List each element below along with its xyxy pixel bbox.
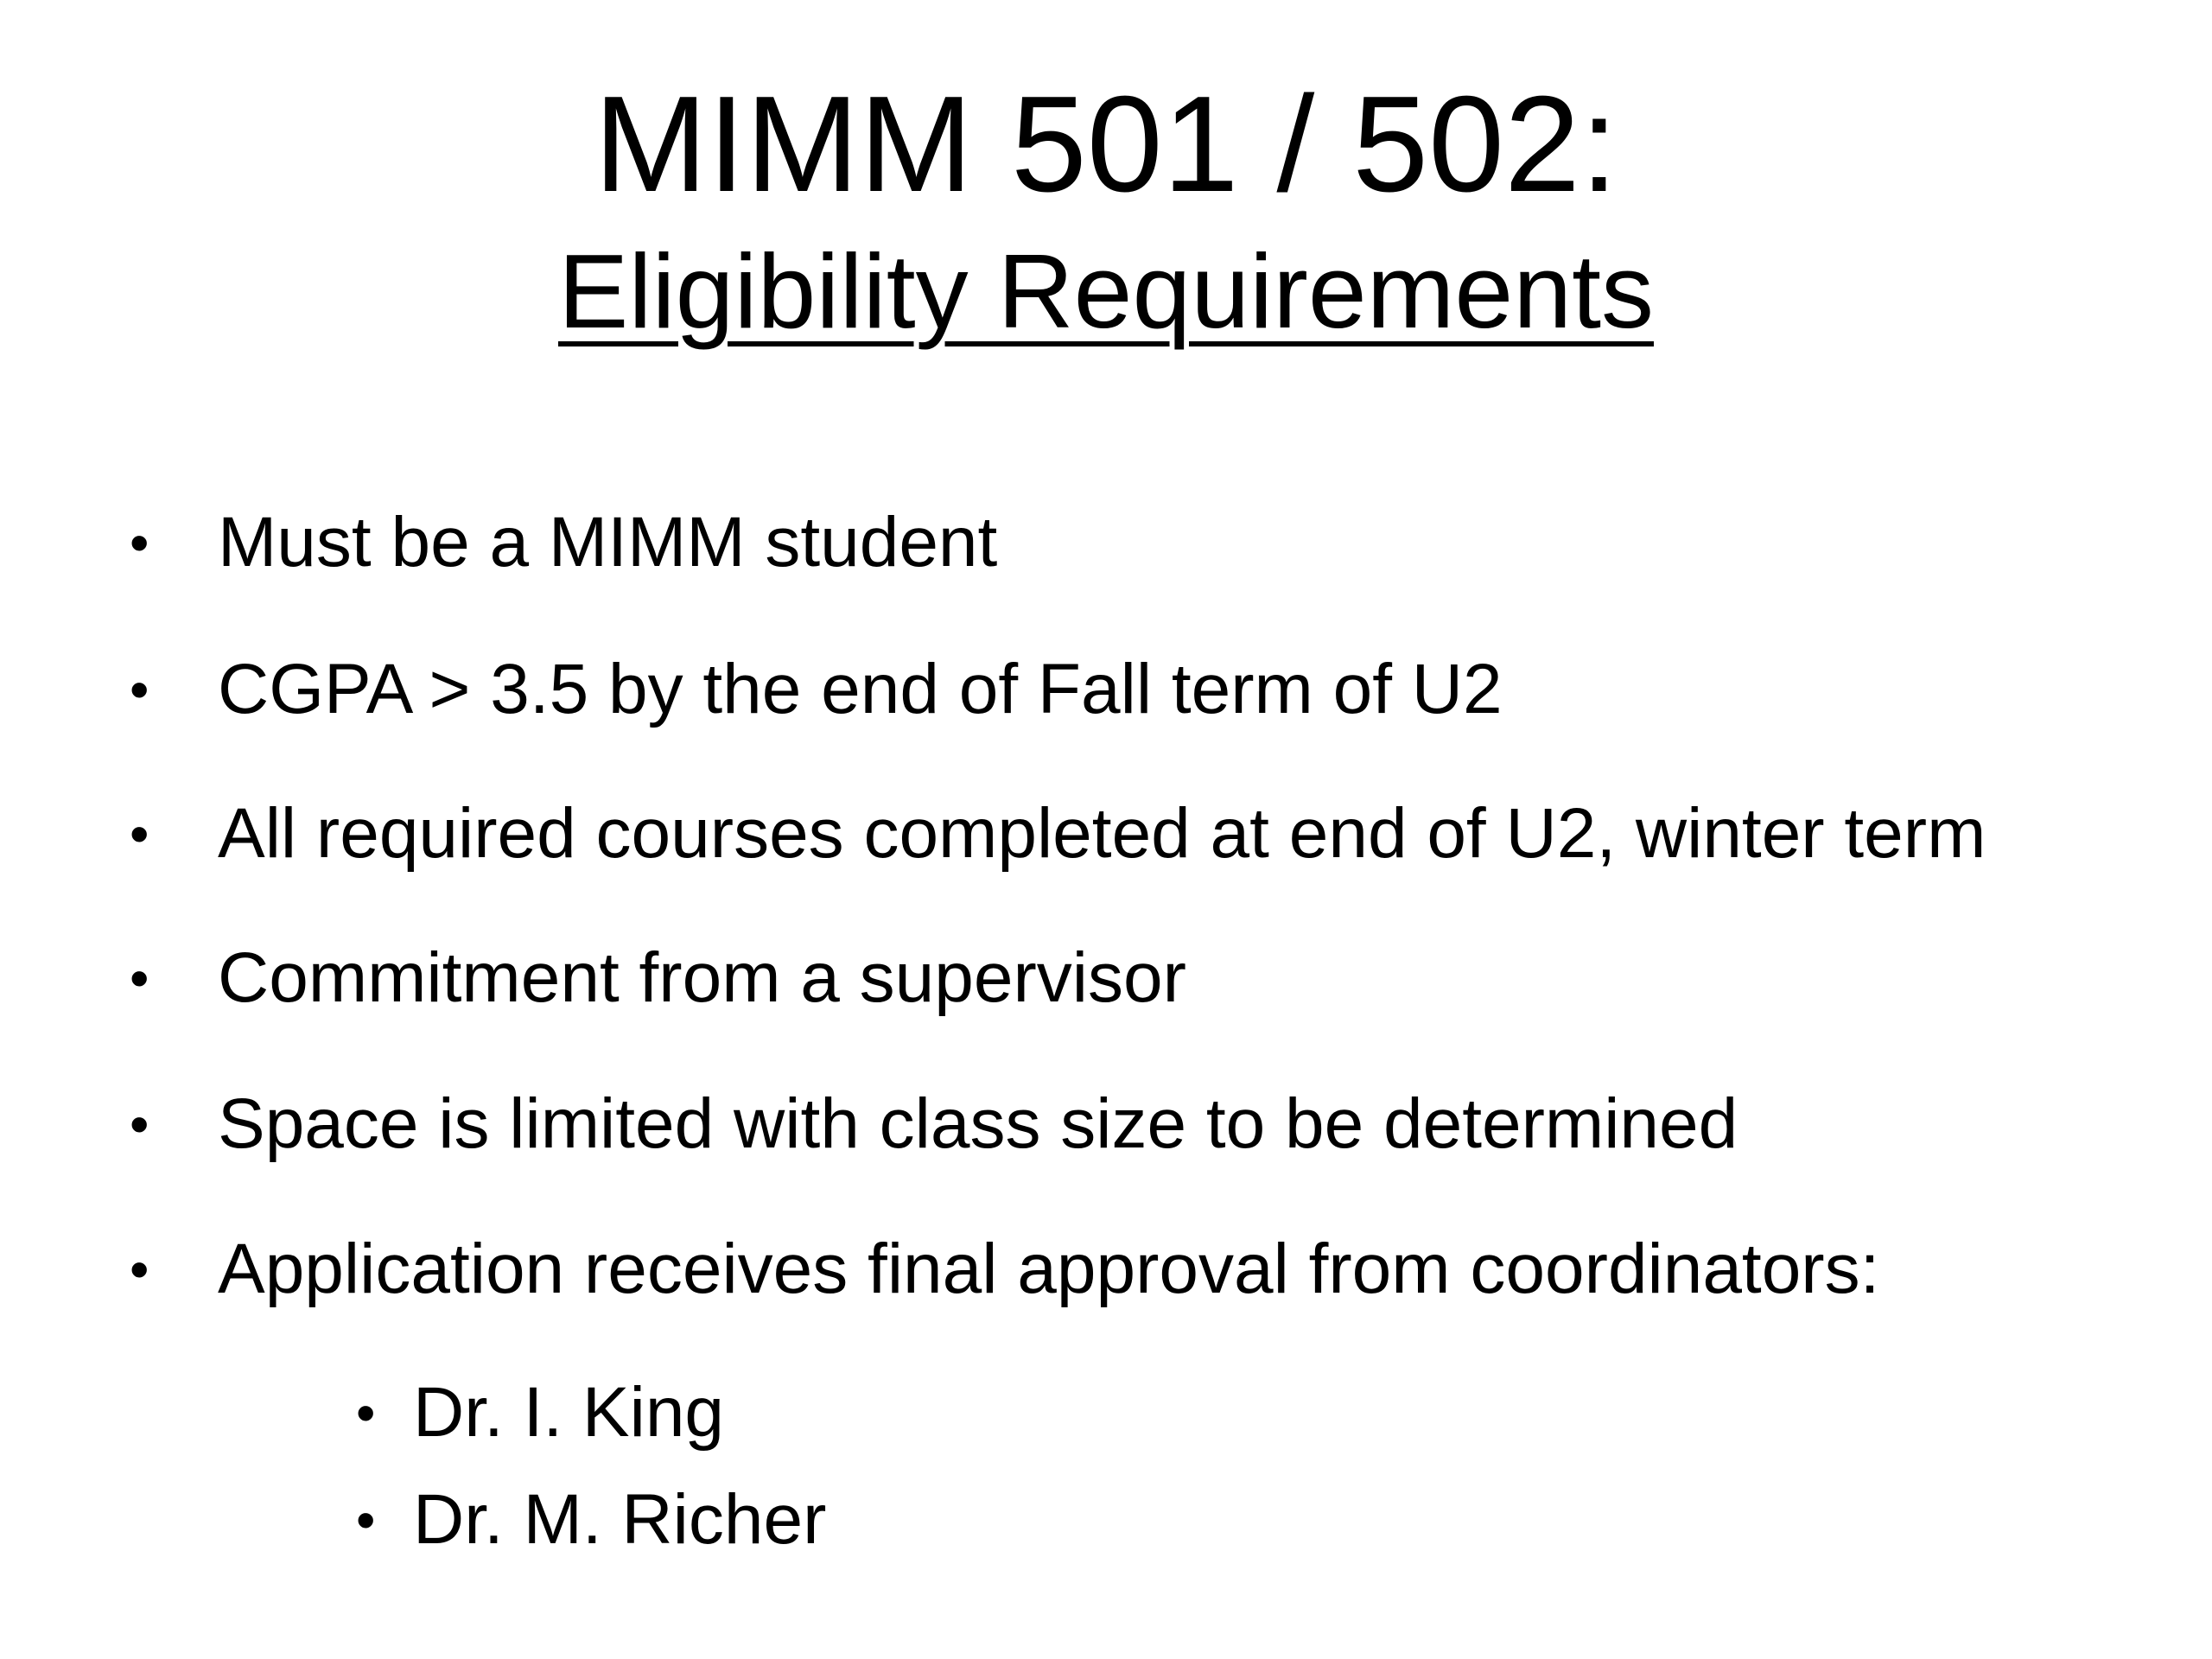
bullet-dot: • bbox=[130, 1238, 149, 1300]
sub-bullet-item bbox=[0, 1365, 2212, 1460]
bullet-text: Application receives final approval from coordinators: bbox=[218, 1230, 1880, 1308]
bullet-dot: • bbox=[130, 947, 149, 1009]
bullet-dot: • bbox=[356, 1382, 376, 1444]
bullet-item bbox=[0, 495, 2212, 590]
bullet-dot: • bbox=[130, 803, 149, 865]
bullet-text: Commitment from a supervisor bbox=[218, 938, 1186, 1017]
bullet-dot: • bbox=[130, 512, 149, 574]
bullet-item bbox=[0, 1077, 2212, 1172]
bullet-dot: • bbox=[130, 1093, 149, 1155]
bullet-item bbox=[0, 1222, 2212, 1317]
bullet-text: CGPA > 3.5 by the end of Fall term of U2 bbox=[218, 650, 1503, 728]
bullet-text: All required courses completed at end of U2, winter term bbox=[218, 794, 1986, 873]
bullet-text: Must be a MIMM student bbox=[218, 503, 998, 582]
bullet-dot: • bbox=[130, 658, 149, 721]
slide-subtitle-text: Eligibility Requirements bbox=[558, 232, 1654, 350]
bullet-item bbox=[0, 786, 2212, 881]
sub-bullet-item bbox=[0, 1472, 2212, 1567]
bullet-dot: • bbox=[356, 1489, 376, 1551]
slide-title: MIMM 501 / 502: bbox=[594, 68, 1618, 220]
bullet-item bbox=[0, 931, 2212, 1026]
sub-bullet-text: Dr. M. Richer bbox=[413, 1480, 827, 1559]
sub-bullet-text: Dr. I. King bbox=[413, 1373, 725, 1452]
bullet-text: Space is limited with class size to be determined bbox=[218, 1084, 1738, 1163]
bullet-item bbox=[0, 642, 2212, 737]
